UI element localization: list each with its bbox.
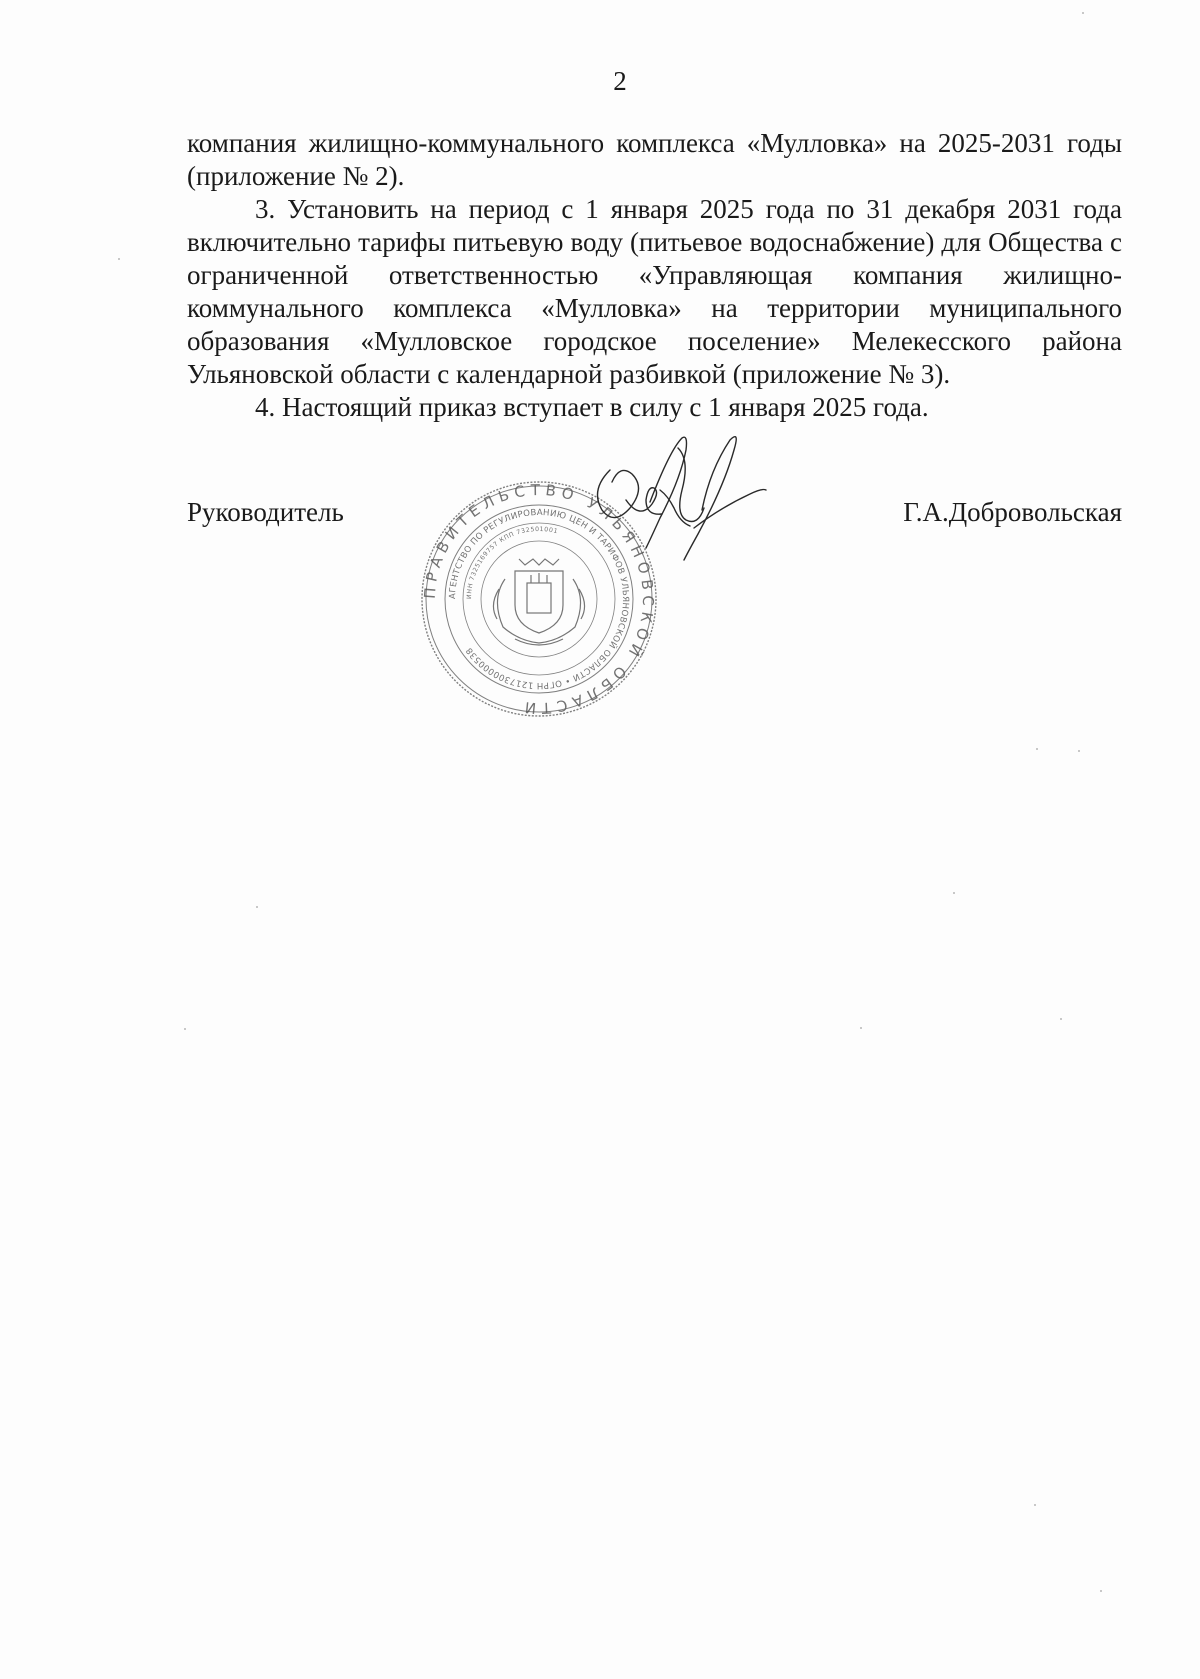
scan-speck bbox=[953, 892, 955, 894]
stamp-inn-text: ИНН 7325169757 КПП 732501001 bbox=[465, 525, 559, 600]
stamp-outer-text: ПРАВИТЕЛЬСТВО УЛЬЯНОВСКОЙ ОБЛАСТИ bbox=[420, 480, 658, 718]
page-number: 2 bbox=[613, 66, 627, 96]
scan-speck bbox=[1100, 1590, 1102, 1592]
paragraph-continuation: компания жилищно-коммунального комплекса «Мулловка» на 2025-2031 годы (приложение № 2). bbox=[187, 128, 1122, 191]
paragraph-item-4: 4. Настоящий приказ вступает в силу с 1 января 2025 года. bbox=[255, 392, 929, 422]
stamp-inner-text: АГЕНТСТВО ПО РЕГУЛИРОВАНИЮ ЦЕН И ТАРИФОВ УЛЬЯНОВСКОЙ ОБЛАСТИ • ОГРН 1217300000538 bbox=[447, 507, 631, 691]
coat-of-arms-icon bbox=[493, 559, 584, 645]
document-body bbox=[187, 127, 1122, 424]
scan-speck bbox=[1060, 1018, 1062, 1020]
signer-title: Руководитель bbox=[187, 497, 344, 527]
scan-speck bbox=[118, 258, 120, 260]
scan-speck bbox=[1082, 12, 1084, 14]
handwritten-signature bbox=[590, 430, 770, 580]
scan-speck bbox=[256, 906, 258, 908]
scan-speck bbox=[1036, 748, 1038, 750]
scan-speck bbox=[860, 1027, 862, 1029]
scan-speck bbox=[1078, 750, 1080, 752]
scan-speck bbox=[184, 1028, 186, 1030]
signer-name: Г.А.Добровольская bbox=[903, 497, 1122, 527]
paragraph-item-3: 3. Установить на период с 1 января 2025 года по 31 декабря 2031 года включительно тарифы питьевую воду (питьевое водоснабжение) для Общества с ограниченной ответственностью «Управляющая компания жилищно-коммунального комплекса «Мулловка» на территории муниципального образования «Мулловское городское поселение» Мелекесского района Ульяновской области с календарной разбивкой (приложение № 3). bbox=[187, 194, 1122, 389]
scan-speck bbox=[1034, 1504, 1036, 1506]
